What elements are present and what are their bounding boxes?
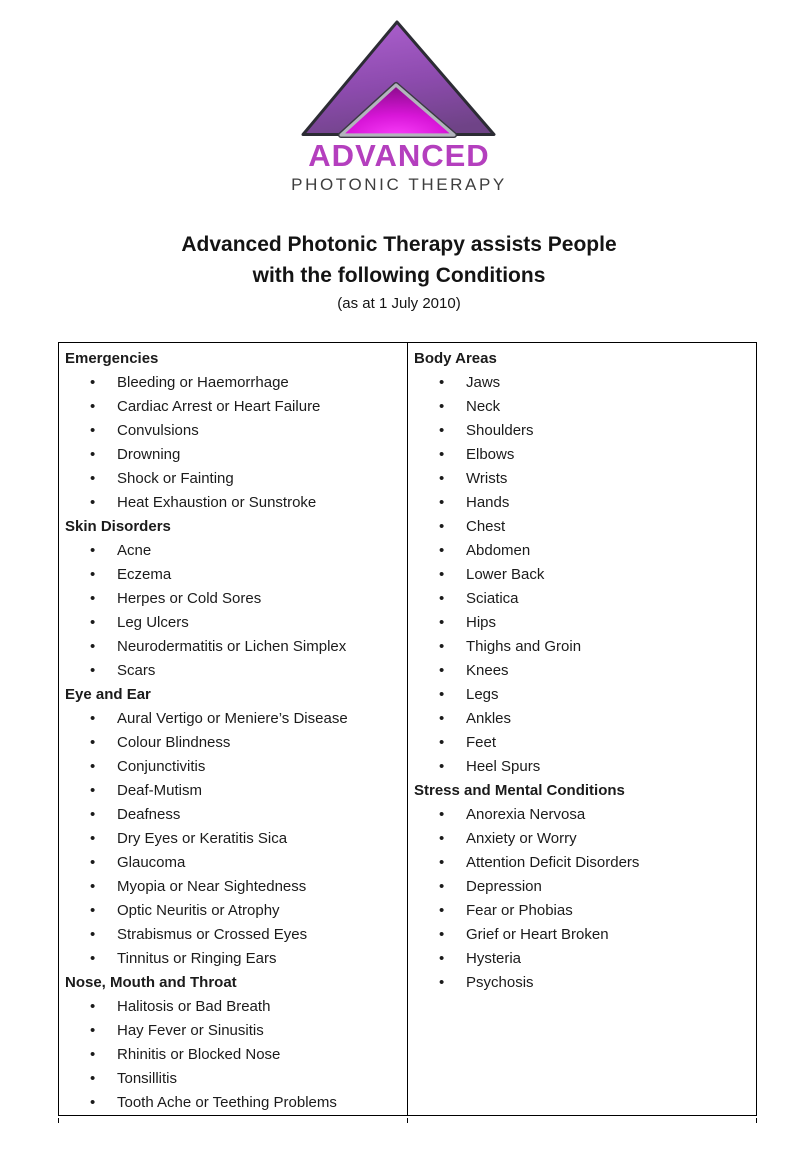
condition-category-title: Nose, Mouth and Throat xyxy=(65,974,237,991)
condition-item: • Elbows xyxy=(408,443,756,467)
condition-item: • Cardiac Arrest or Heart Failure xyxy=(59,395,407,419)
condition-list xyxy=(59,995,407,1115)
condition-list xyxy=(408,371,756,779)
condition-item: • Hay Fever or Sinusitis xyxy=(59,1019,407,1043)
condition-category-title: Emergencies xyxy=(65,350,159,367)
condition-item: • Lower Back xyxy=(408,563,756,587)
condition-list xyxy=(59,539,407,683)
brand-tagline: PHOTONIC THERAPY xyxy=(291,175,507,194)
table-next-row-fragment xyxy=(58,1118,757,1123)
condition-item: • Tooth Ache or Teething Problems xyxy=(59,1091,407,1115)
condition-item: • Legs xyxy=(408,683,756,707)
condition-category-title: Skin Disorders xyxy=(65,518,171,535)
logo xyxy=(0,14,798,193)
condition-item: • Dry Eyes or Keratitis Sica xyxy=(59,827,407,851)
condition-item: • Drowning xyxy=(59,443,407,467)
condition-item: • Tonsillitis xyxy=(59,1067,407,1091)
condition-item: • Jaws xyxy=(408,371,756,395)
condition-item: • Herpes or Cold Sores xyxy=(59,587,407,611)
condition-item: • Eczema xyxy=(59,563,407,587)
condition-item: • Neck xyxy=(408,395,756,419)
condition-item: • Acne xyxy=(59,539,407,563)
condition-category-title: Eye and Ear xyxy=(65,686,151,703)
conditions-column-right xyxy=(408,343,756,1115)
condition-item: • Myopia or Near Sightedness xyxy=(59,875,407,899)
condition-item: • Wrists xyxy=(408,467,756,491)
condition-item: • Neurodermatitis or Lichen Simplex xyxy=(59,635,407,659)
condition-item: • Depression xyxy=(408,875,756,899)
condition-list xyxy=(59,707,407,971)
condition-item: • Shock or Fainting xyxy=(59,467,407,491)
brand-name: ADVANCED xyxy=(308,138,490,173)
condition-item: • Convulsions xyxy=(59,419,407,443)
condition-item: • Hands xyxy=(408,491,756,515)
condition-item: • Colour Blindness xyxy=(59,731,407,755)
condition-item: • Deafness xyxy=(59,803,407,827)
condition-item: • Hips xyxy=(408,611,756,635)
condition-item: • Sciatica xyxy=(408,587,756,611)
condition-item: • Ankles xyxy=(408,707,756,731)
heading-date-note: (as at 1 July 2010) xyxy=(337,295,461,312)
condition-item: • Aural Vertigo or Meniere’s Disease xyxy=(59,707,407,731)
condition-item: • Bleeding or Haemorrhage xyxy=(59,371,407,395)
condition-item: • Tinnitus or Ringing Ears xyxy=(59,947,407,971)
condition-list xyxy=(408,803,756,995)
condition-category-title: Body Areas xyxy=(414,350,497,367)
condition-item: • Shoulders xyxy=(408,419,756,443)
conditions-table xyxy=(58,342,757,1116)
condition-item: • Halitosis or Bad Breath xyxy=(59,995,407,1019)
table-divider-fragment xyxy=(407,1118,409,1123)
condition-item: • Hysteria xyxy=(408,947,756,971)
conditions-column-left xyxy=(59,343,408,1115)
condition-item: • Abdomen xyxy=(408,539,756,563)
condition-item: • Thighs and Groin xyxy=(408,635,756,659)
condition-item: • Conjunctivitis xyxy=(59,755,407,779)
condition-item: • Psychosis xyxy=(408,971,756,995)
condition-item: • Rhinitis or Blocked Nose xyxy=(59,1043,407,1067)
condition-item: • Glaucoma xyxy=(59,851,407,875)
condition-item: • Heel Spurs xyxy=(408,755,756,779)
condition-item: • Chest xyxy=(408,515,756,539)
condition-item: • Deaf-Mutism xyxy=(59,779,407,803)
condition-item: • Anxiety or Worry xyxy=(408,827,756,851)
condition-item: • Attention Deficit Disorders xyxy=(408,851,756,875)
logo-triangle-icon xyxy=(300,14,498,138)
condition-item: • Fear or Phobias xyxy=(408,899,756,923)
condition-item: • Grief or Heart Broken xyxy=(408,923,756,947)
condition-item: • Heat Exhaustion or Sunstroke xyxy=(59,491,407,515)
condition-item: • Anorexia Nervosa xyxy=(408,803,756,827)
condition-item: • Knees xyxy=(408,659,756,683)
condition-category-title: Stress and Mental Conditions xyxy=(414,782,625,799)
heading-line-2: with the following Conditions xyxy=(252,264,546,287)
condition-item: • Feet xyxy=(408,731,756,755)
heading-line-1: Advanced Photonic Therapy assists People xyxy=(181,233,617,256)
page-heading xyxy=(0,229,798,314)
condition-list xyxy=(59,371,407,515)
condition-item: • Scars xyxy=(59,659,407,683)
condition-item: • Leg Ulcers xyxy=(59,611,407,635)
condition-item: • Optic Neuritis or Atrophy xyxy=(59,899,407,923)
condition-item: • Strabismus or Crossed Eyes xyxy=(59,923,407,947)
